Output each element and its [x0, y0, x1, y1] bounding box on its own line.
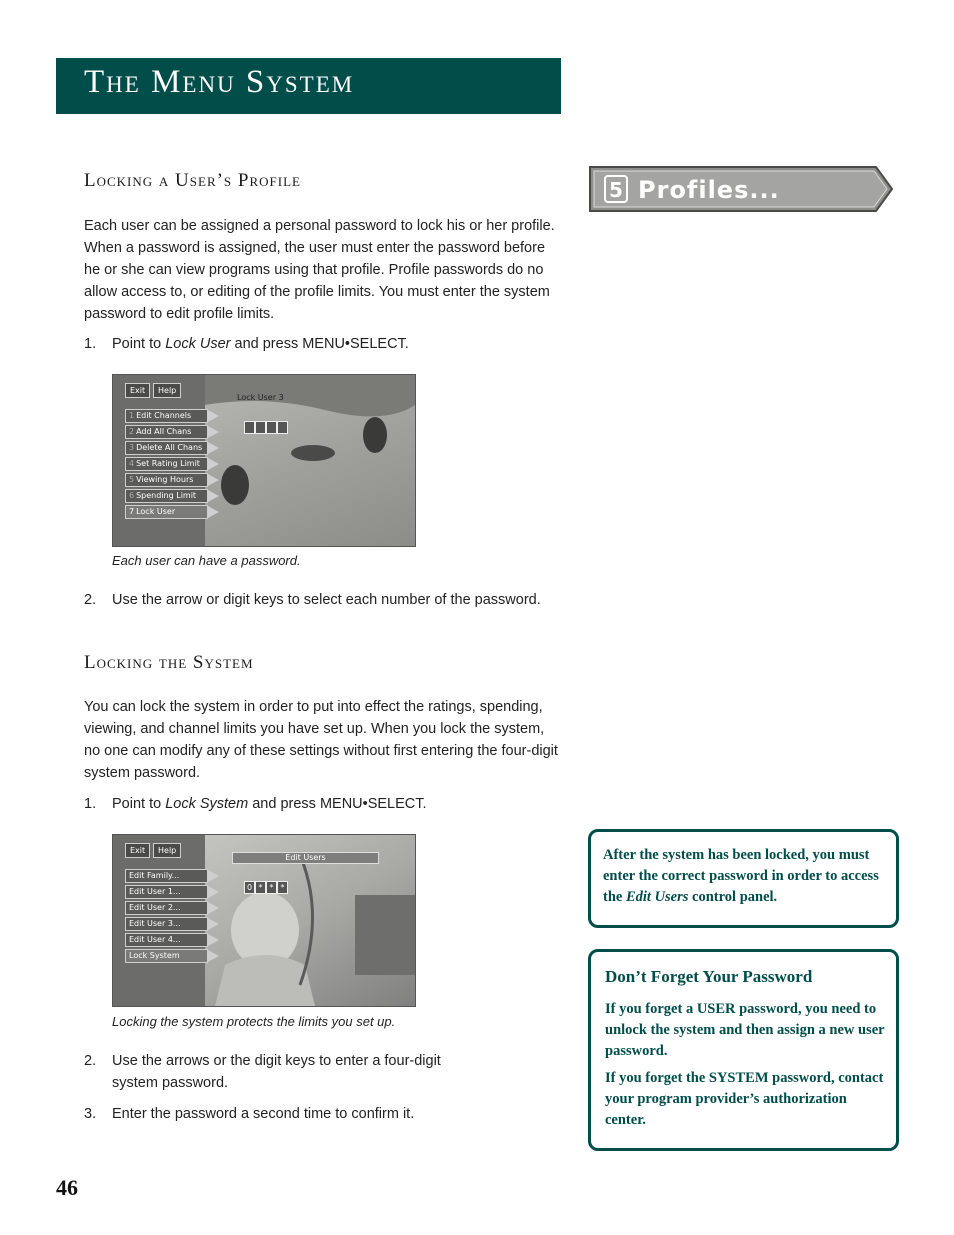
- menu-item-set-rating-limit[interactable]: 4 Set Rating Limit: [125, 457, 208, 471]
- menu-item-spending-limit[interactable]: 6 Spending Limit: [125, 489, 208, 503]
- profiles-number: 5: [609, 178, 623, 202]
- menu-item-lock-system[interactable]: Lock System: [125, 949, 208, 963]
- callout-locked-note: [588, 829, 899, 928]
- menu-item-lock-user[interactable]: 7 Lock User: [125, 505, 208, 519]
- menu-item-edit-user-1[interactable]: Edit User 1...: [125, 885, 208, 899]
- exit-button[interactable]: Exit: [125, 843, 150, 858]
- password-digit-box[interactable]: *: [255, 881, 266, 894]
- exit-button[interactable]: Exit: [125, 383, 150, 398]
- panel-title-lock-user: Lock User 3: [237, 393, 284, 402]
- password-digit-box[interactable]: 0: [244, 881, 255, 894]
- callout-locked-text: After the system has been locked, you must enter the correct password in order to access the Edit Users control panel.: [603, 847, 879, 905]
- profiles-banner: [586, 163, 898, 215]
- password-digit-box[interactable]: [255, 421, 266, 434]
- menu-item-edit-user-2[interactable]: Edit User 2...: [125, 901, 208, 915]
- callout-password-reminder: [588, 949, 899, 1151]
- caption-lock-user: Each user can have a password.: [112, 553, 301, 568]
- help-button[interactable]: Help: [153, 383, 181, 398]
- menu-item-edit-channels[interactable]: 1 Edit Channels: [125, 409, 208, 423]
- section-title-locking-user: Locking a User’s Profile: [84, 170, 301, 191]
- callout-user-password-text: If you forget a USER password, you need to unlock the system and then assign a new user password.: [605, 1001, 885, 1059]
- screenshot-lock-user: [112, 374, 416, 547]
- section-title-locking-system: Locking the System: [84, 652, 254, 673]
- page-number: 46: [56, 1175, 78, 1200]
- page-title: The Menu System: [84, 64, 355, 100]
- callout-system-password-text: If you forget the SYSTEM password, contact your program provider’s authorization center.: [605, 1070, 884, 1128]
- callout-title: Don’t Forget Your Password: [605, 967, 813, 986]
- menu-item-edit-user-4[interactable]: Edit User 4...: [125, 933, 208, 947]
- menu-item-edit-user-3[interactable]: Edit User 3...: [125, 917, 208, 931]
- password-digit-box[interactable]: [266, 421, 277, 434]
- menu-item-viewing-hours[interactable]: 5 Viewing Hours: [125, 473, 208, 487]
- password-digit-box[interactable]: *: [277, 881, 288, 894]
- section2-step2: 2. Use the arrows or the digit keys to enter a four-digit system password.: [84, 1053, 441, 1091]
- section1-paragraph: Each user can be assigned a personal password to lock his or her profile. When a password is assigned, the user must enter the password before he or she can view programs using that profile. Profile passwords do no allow access to, or editing of the profile limits. You must enter the system password to edit profile limits.: [84, 218, 555, 322]
- section1-step2: 2. Use the arrow or digit keys to select each number of the password.: [84, 592, 541, 608]
- profiles-label: Profiles...: [638, 176, 780, 204]
- step-number: 1.: [84, 336, 97, 352]
- caption-lock-system: Locking the system protects the limits you set up.: [112, 1014, 396, 1029]
- menu-item-delete-all-chans[interactable]: 3 Delete All Chans: [125, 441, 208, 455]
- section2-step3: 3. Enter the password a second time to confirm it.: [84, 1106, 415, 1122]
- password-digit-box[interactable]: [277, 421, 288, 434]
- password-digit-box[interactable]: *: [266, 881, 277, 894]
- menu-item-add-all-chans[interactable]: 2 Add All Chans: [125, 425, 208, 439]
- section2-step1: 1. Point to Lock System and press MENU•SELECT.: [84, 796, 427, 812]
- screenshot-lock-system: [112, 834, 416, 1007]
- password-digit-box[interactable]: [244, 421, 255, 434]
- section1-step1: 1. Point to Lock User and press MENU•SELECT.: [84, 333, 564, 355]
- menu-item-edit-family[interactable]: Edit Family...: [125, 869, 208, 883]
- help-button[interactable]: Help: [153, 843, 181, 858]
- section2-paragraph: You can lock the system in order to put into effect the ratings, spending, viewing, and channel limits you have set up. When you lock the system, no one can modify any of these settings without first entering the four-digit system password.: [84, 699, 558, 781]
- panel-title-edit-users: Edit Users: [232, 852, 379, 864]
